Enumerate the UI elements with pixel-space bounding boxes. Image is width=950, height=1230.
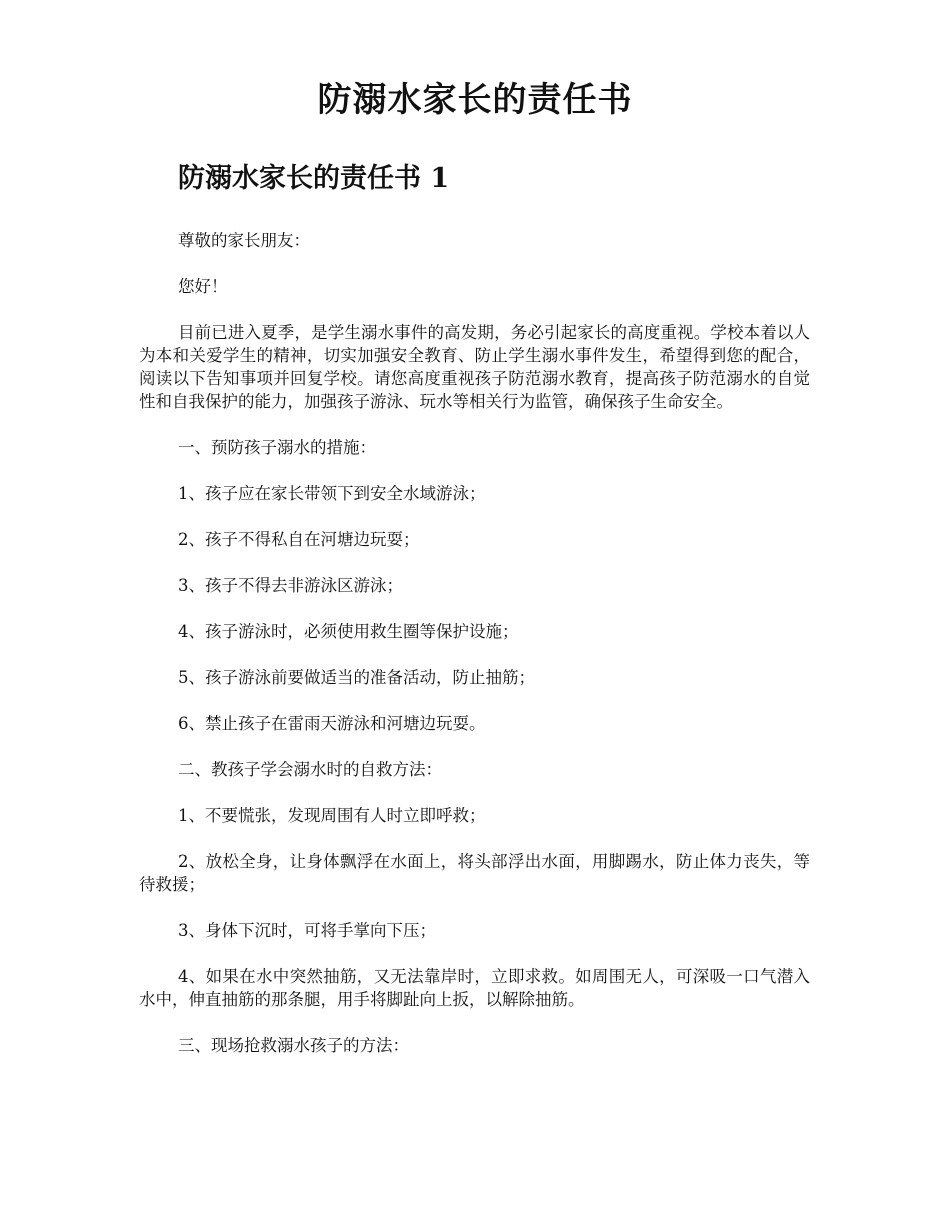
paragraph-item: 3、身体下沉时，可将手掌向下压； bbox=[178, 921, 436, 940]
paragraph-item: 2、孩子不得私自在河塘边玩耍； bbox=[178, 530, 420, 549]
paragraph-item: 6、禁止孩子在雷雨天游泳和河塘边玩耍。 bbox=[178, 714, 486, 733]
paragraph-item: 4、如果在水中突然抽筋，又无法靠岸时，立即求救。如周围无人，可深吸一口气潜入水中，伸直抽筋的那条腿，用手将脚趾向上扳，以解除抽筋。 bbox=[139, 967, 810, 1009]
paragraph-item: 5、孩子游泳前要做适当的准备活动，防止抽筋； bbox=[178, 668, 535, 687]
section-heading: 防溺水家长的责任书 1 bbox=[178, 163, 450, 194]
paragraph-item: 3、孩子不得去非游泳区游泳； bbox=[178, 576, 403, 595]
document-title: 防溺水家长的责任书 bbox=[317, 80, 633, 120]
paragraph-item: 2、放松全身，让身体飘浮在水面上，将头部浮出水面，用脚踢水，防止体力丧失，等待救援； bbox=[139, 852, 810, 894]
document-body bbox=[139, 229, 810, 1080]
paragraph-heading-rescue: 三、现场抢救溺水孩子的方法： bbox=[178, 1036, 409, 1055]
paragraph-item: 1、孩子应在家长带领下到安全水域游泳； bbox=[178, 484, 486, 503]
paragraph-item: 1、不要慌张，发现周围有人时立即呼救； bbox=[178, 806, 486, 825]
paragraph-heading-self-rescue: 二、教孩子学会溺水时的自救方法： bbox=[178, 760, 442, 779]
paragraph-intro: 目前已进入夏季，是学生溺水事件的高发期，务必引起家长的高度重视。学校本着以人为本和关爱学生的精神，切实加强安全教育、防止学生溺水事件发生，希望得到您的配合，阅读以下告知事项并回复学校。请您高度重视孩子防范溺水教育，提高孩子防范溺水的自觉性和自我保护的能力，加强孩子游泳、玩水等相关行为监管，确保孩子生命安全。 bbox=[139, 323, 810, 411]
paragraph-item: 4、孩子游泳时，必须使用救生圈等保护设施； bbox=[178, 622, 519, 641]
paragraph-salutation: 尊敬的家长朋友： bbox=[178, 231, 310, 250]
paragraph-greeting: 您好！ bbox=[178, 277, 228, 296]
paragraph-heading-prevention: 一、预防孩子溺水的措施： bbox=[178, 438, 376, 457]
